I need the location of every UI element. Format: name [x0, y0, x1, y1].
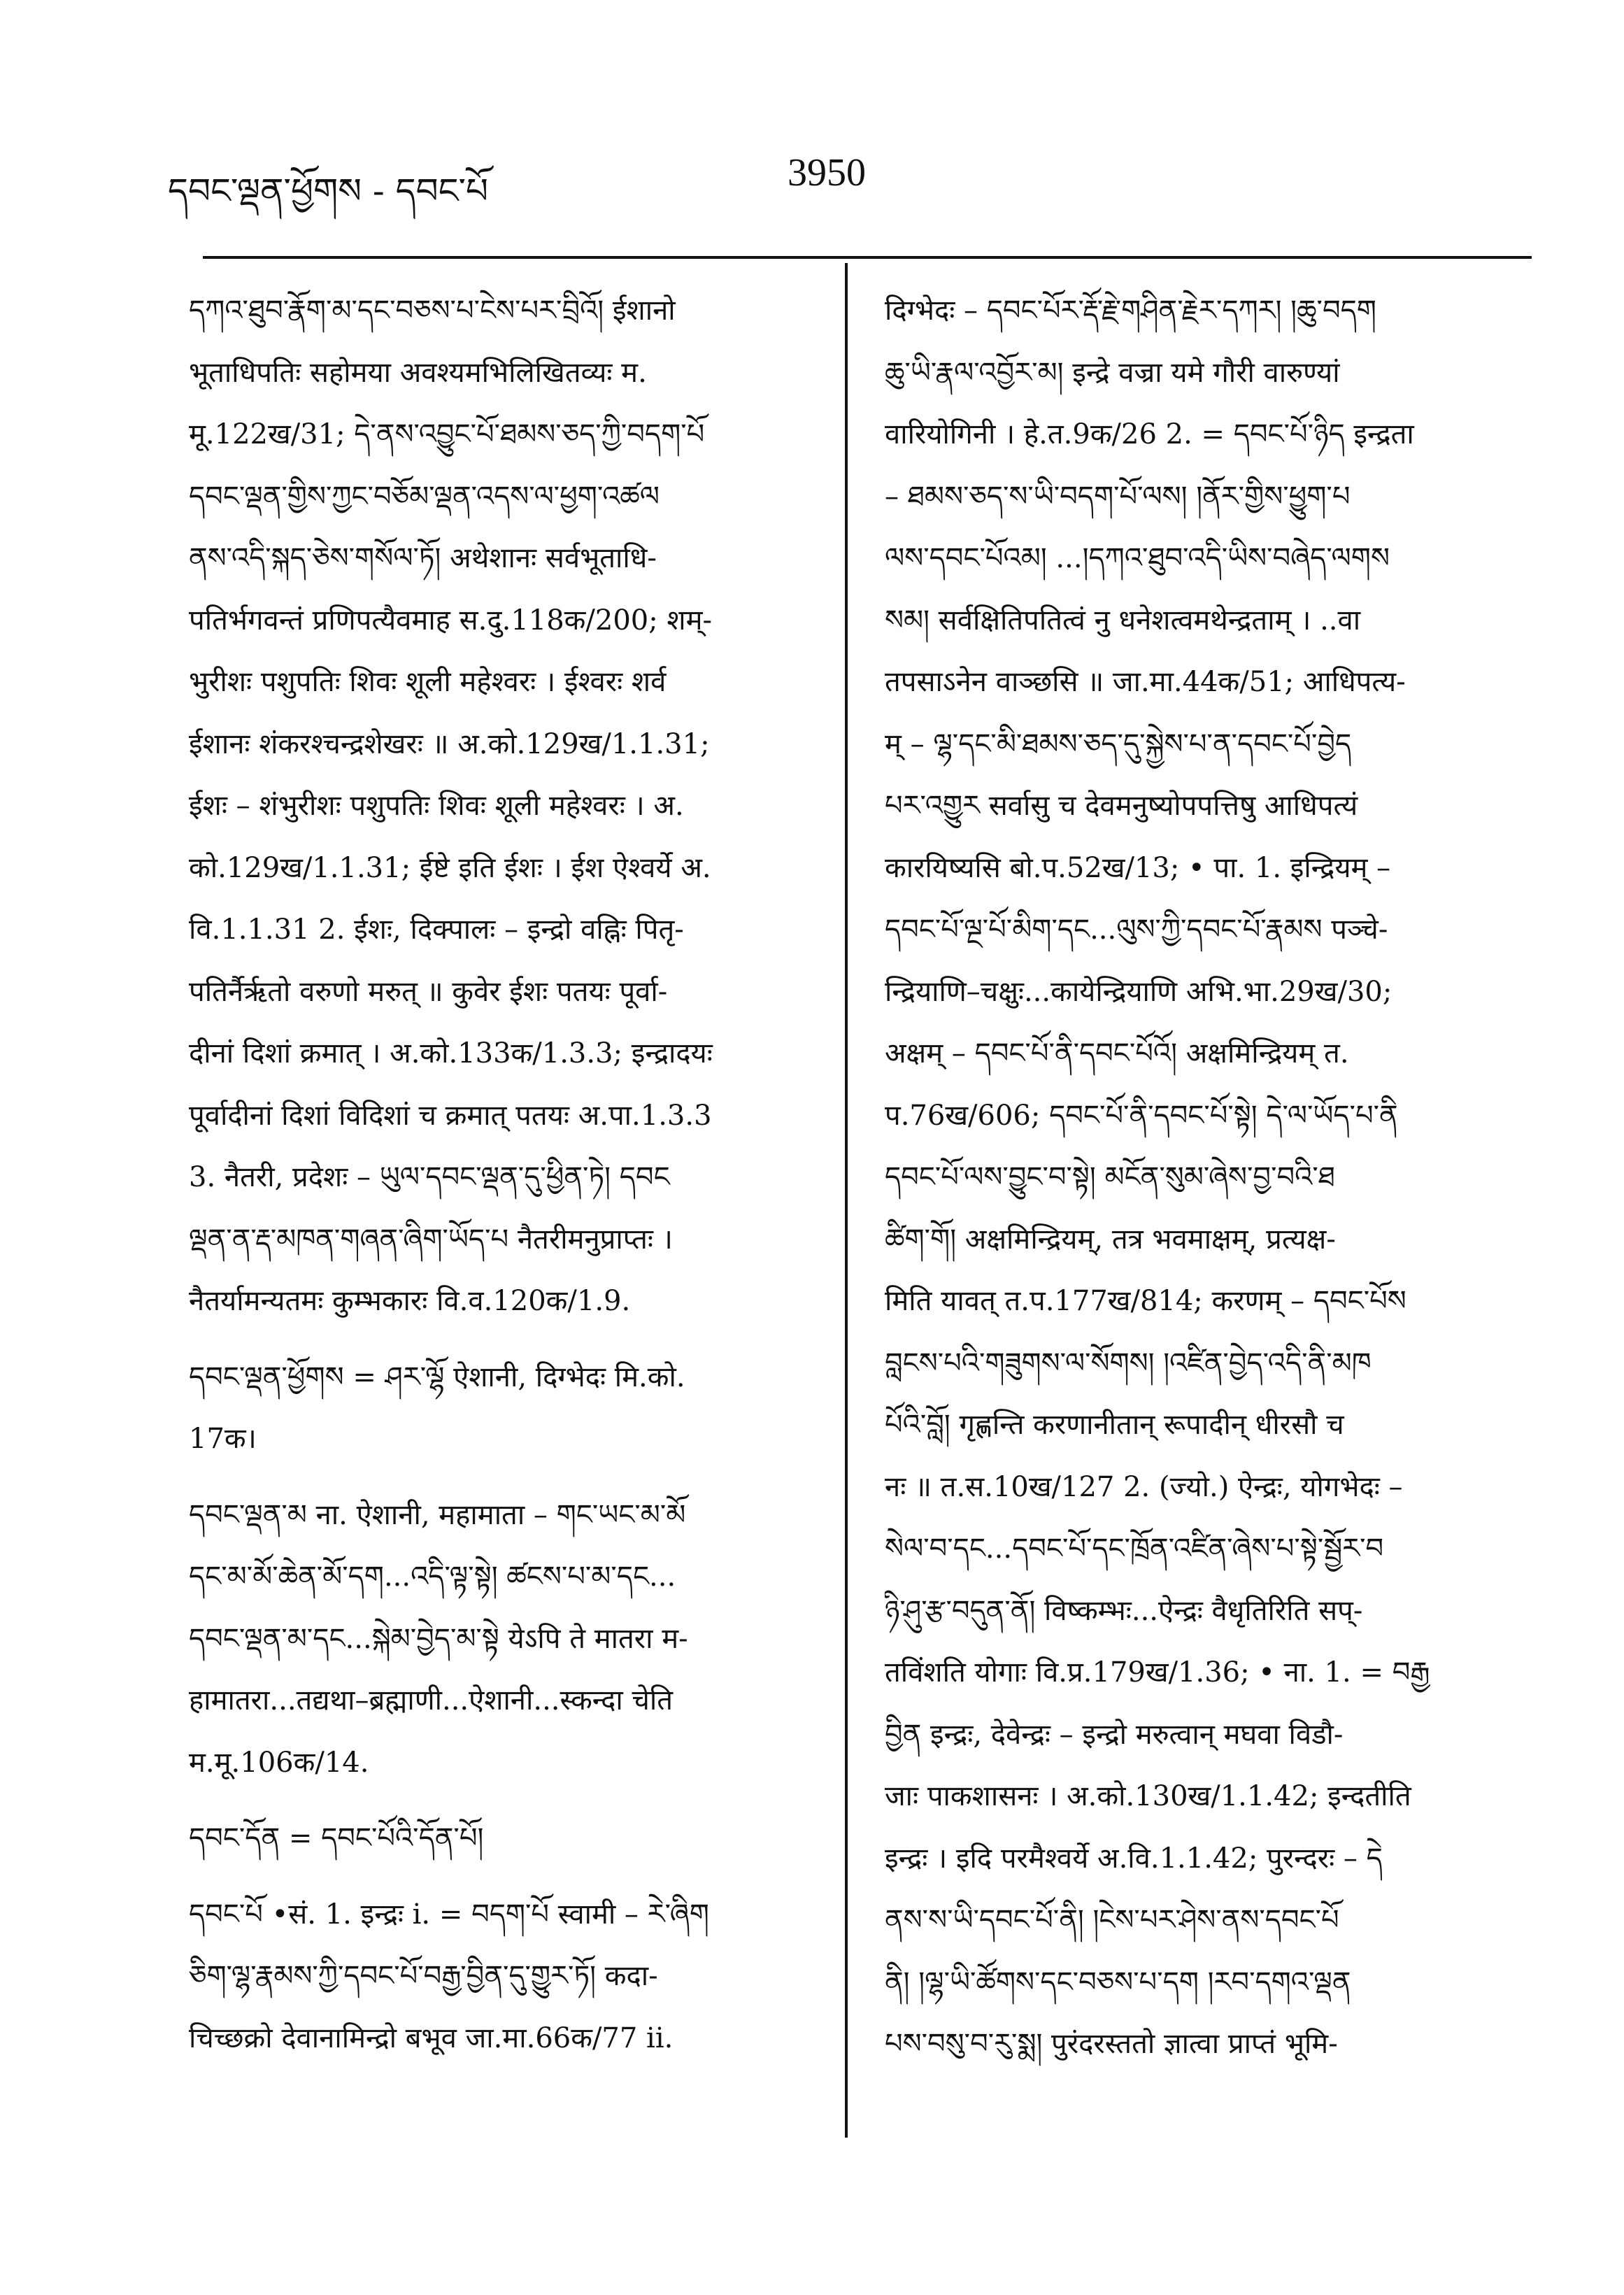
text-line: दीनां दिशां क्रमात् । अ.को.133क/1.3.3; इन्द्रादयः [189, 1037, 713, 1070]
text-line: न्द्रियाणि–चक्षुः...कायेन्द्रियाणि अभि.भा.29ख/30; [885, 975, 1392, 1008]
text-line: हामातरा...तद्यथा–ब्रह्माणी...ऐशानी...स्कन्दा चेति [189, 1684, 674, 1717]
text-line: म.मू.106क/14. [189, 1746, 369, 1779]
text-line: དབང་ལྡན་གྱིས་ཀྱང་བཅོམ་ལྡན་འདས་ལ་ཕྱག་འཚལ [189, 480, 660, 513]
text-line: को.129ख/1.1.31; ईष्टे इति ईशः । ईश ऐश्वर्ये अ. [189, 851, 711, 884]
entry-gap [189, 1793, 818, 1807]
text-line: བྱིན इन्द्रः, देवेन्द्रः – इन्द्रो मरुत्वान् मघवा विडौ- [885, 1718, 1344, 1751]
text-line: मू.122ख/31; དེ་ནས་འབྱུང་པོ་ཐམས་ཅད་ཀྱི་བདག་པོ [189, 418, 705, 450]
text-line: དང་མ་མོ་ཆེན་མོ་དག...འདི་ལྟ་སྟེ། ཚངས་པ་མ་དང... [189, 1561, 676, 1593]
entry-gap [189, 1470, 818, 1484]
text-line: དབང་ལྡན་ཕྱོགས = ཤར་ལྷོ ऐशानी, दिग्भेदः मि.को. [189, 1360, 685, 1393]
text-line: पतिर्नैर्ऋतो वरुणो मरुत् ॥ कुवेर ईशः पतयः पूर्वा- [189, 975, 668, 1008]
text-line: प.76ख/606; དབང་པོ་ནི་དབང་པོ་སྟེ། དེ་ལ་ཡོད་པ་ནི [885, 1099, 1398, 1132]
text-line: ནི། །ལྷ་ཡི་ཚོགས་དང་བཅས་པ་དག །རབ་དགའ་ལྡན [885, 1966, 1351, 1998]
text-line: नः ॥ त.स.10ख/127 2. (ज्यो.) ऐन्द्रः, योगभेदः – [885, 1470, 1403, 1503]
text-line: वि.1.1.31 2. ईशः, दिक्पालः – इन्द्रो वह्निः पितृ- [189, 914, 684, 946]
text-line: 17क। [189, 1423, 257, 1455]
text-line: དབང་པོ་ལས་བྱུང་བ་སྟེ། མངོན་སུམ་ཞེས་བྱ་བའི་ཐ [885, 1161, 1335, 1193]
text-line: मिति यावत् त.प.177ख/814; करणम् – དབང་པོས [885, 1285, 1406, 1317]
text-line: དབང་ལྡན་མ ना. ऐशानी, महामाता – གང་ཡང་མ་མོ [189, 1498, 686, 1531]
text-line: नैतर्यामन्यतमः कुम्भकारः वि.व.120क/1.9. [189, 1285, 631, 1317]
text-line: 3. नैतरी, प्रदेशः – ཡུལ་དབང་ལྡན་དུ་ཕྱིན་ཏེ། དབང [189, 1161, 670, 1193]
text-line: पूर्वादीनां दिशां विदिशां च क्रमात् पतयः अ.पा.1.3.3 [189, 1099, 712, 1132]
text-line: ईशानः शंकरश्चन्द्रशेखरः ॥ अ.को.129ख/1.1.31; [189, 727, 710, 760]
right-column [885, 280, 1507, 2075]
text-line: ལས་དབང་པོའམ། ...།དཀའ་ཐུབ་འདི་ཡིས་བཞེད་ལགས [885, 542, 1390, 574]
text-line: दिग्भेदः – དབང་པོར་རྡོ་རྗེ་གཤིན་རྗེར་དཀར། །ཆུ་བདག [885, 294, 1376, 327]
text-line: ཅིག་ལྷ་རྣམས་ཀྱི་དབང་པོ་བརྒྱ་བྱིན་དུ་གྱུར་ཏོ། कदा- [189, 1960, 658, 1992]
header-rule [203, 256, 1532, 259]
text-line: अक्षम् – དབང་པོ་ནི་དབང་པོའོ། अक्षमिन्द्रियम् त. [885, 1037, 1349, 1070]
text-line: དབང་དོན = དབང་པོའི་དོན་པོ། [189, 1822, 484, 1854]
text-line: དཀའ་ཐུབ་རྣོག་མ་དང་བཅས་པ་ངེས་པར་བྲིའོ། ईशानो [189, 294, 676, 327]
running-header: དབང་ལྡན་ཕྱོགས - དབང་པོ [168, 171, 489, 211]
left-column [189, 280, 818, 2069]
text-line: ཆུ་ཡི་རྣལ་འབྱོར་མ། इन्द्रे वज्रा यमे गौरी वारुण्यां [885, 356, 1340, 389]
text-line: དབང་པོ •सं. 1. इन्द्रः i. = བདག་པོ स्वामी – རེ་ཞིག [189, 1898, 709, 1931]
text-line: पतिर्भगवन्तं प्रणिपत्यैवमाह स.दु.118क/200; शम्- [189, 604, 713, 637]
text-line: इन्द्रः । इदि परमैश्वर्ये अ.वि.1.1.42; पुरन्दरः – དེ [885, 1842, 1383, 1875]
text-line: དབང་པོ་ལྔ་པོ་མིག་དང...ལུས་ཀྱི་དབང་པོ་རྣམས पञ्चे- [885, 914, 1388, 946]
text-line: པར་འགྱུར सर्वासु च देवमनुष्योपपत्तिषु आधिपत्यं [885, 790, 1358, 822]
page-number: 3950 [788, 151, 866, 194]
text-line: བླངས་པའི་གཟུགས་ལ་སོགས། །འཛིན་བྱེད་འདི་ནི་མཁ [885, 1347, 1372, 1379]
text-line: भुरीशः पशुपतिः शिवः शूली महेश्वरः । ईश्वरः शर्व [189, 666, 667, 698]
text-line: ཉི་ཤུ་རྩ་བདུན་ནོ། विष्कम्भः...ऐन्द्रः वैधृतिरिति सप्- [885, 1594, 1363, 1627]
text-line: भूताधिपतिः सहोमया अवश्यमभिलिखितव्यः म. [189, 356, 647, 389]
text-line: སེལ་བ་དང...དབང་པོ་དང་ཁྲོན་འཛིན་ཞེས་པ་སྟེ་སྦྱོར་བ [885, 1533, 1384, 1565]
text-line: ईशः – शंभुरीशः पशुपतिः शिवः शूली महेश्वरः । अ. [189, 790, 684, 822]
text-line: म् – ལྷ་དང་མི་ཐམས་ཅད་དུ་སྐྱེས་པ་ན་དབང་པོ་བྱེད [885, 727, 1352, 760]
entry-gap [189, 1333, 818, 1347]
column-divider [845, 263, 848, 2138]
text-line: ནས་འདི་སྐད་ཅེས་གསོལ་ཏོ། अथेशानः सर्वभूताधि- [189, 542, 657, 574]
text-line: तपसाऽनेन वाञ्छसि ॥ जा.मा.44क/51; आधिपत्य- [885, 666, 1406, 698]
text-line: कारयिष्यसि बो.प.52ख/13; • पा. 1. इन्द्रियम् – [885, 851, 1391, 884]
text-line: चिच्छक्रो देवानामिन्द्रो बभूव जा.मा.66क/77 ii. [189, 2022, 674, 2054]
text-line: वारियोगिनी । हे.त.9क/26 2. = དབང་པོ་ཉིད इन्द्रता [885, 418, 1414, 450]
text-line: པོའི་བློ། गृह्णन्ति करणानीतान् रूपादीन् धीरसौ च [885, 1409, 1344, 1441]
text-line: – ཐམས་ཅད་ས་ཡི་བདག་པོ་ལས། །ནོར་གྱིས་ཕྱུག་པ [885, 480, 1351, 513]
text-line: जाः पाकशासनः । अ.को.130ख/1.1.42; इन्दतीति [885, 1780, 1411, 1812]
text-line: ནས་ས་ཡི་དབང་པོ་ནི། །ངེས་པར་ཤེས་ནས་དབང་པོ [885, 1904, 1339, 1936]
text-line: དབང་ལྡན་མ་དང...སྐེམ་བྱེད་མ་སྟེ येऽपि ते मातरा म- [189, 1622, 688, 1655]
text-line: པས་བསུ་བ་རུ་སྨ། पुरंदरस्ततो ज्ञात्वा प्राप्तं भूमि- [885, 2028, 1338, 2060]
text-line: ལྡན་ན་རྡ་མཁན་གཞན་ཞིག་ཡོད་པ नैतरीमनुप्राप्तः । [189, 1223, 673, 1256]
text-line: तविंशति योगाः वि.प्र.179ख/1.36; • ना. 1. = བརྒྱ [885, 1656, 1430, 1689]
text-line: སམ། सर्वक्षितिपतित्वं नु धनेशत्वमथेन्द्रताम् । ..वा [885, 604, 1361, 637]
text-line: ཚིག་གོ། अक्षमिन्द्रियम्, तत्र भवमाक्षम्, प्रत्यक्ष- [885, 1223, 1336, 1256]
entry-gap [189, 1870, 818, 1884]
